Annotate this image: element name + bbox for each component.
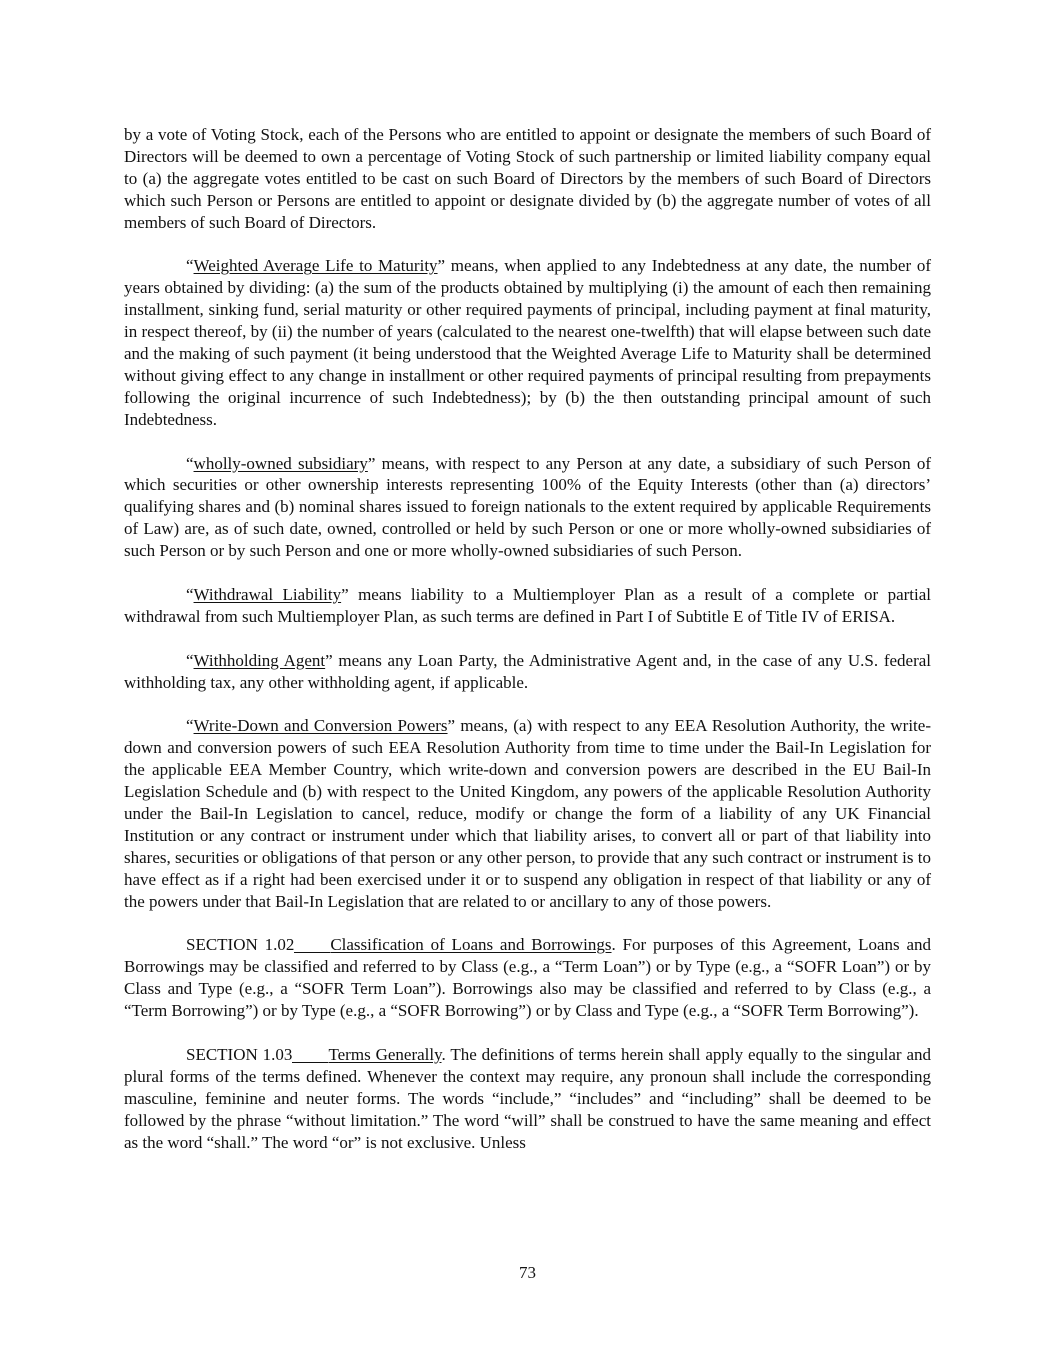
definition-text: ” means, with respect to any Person at any date, a subsidiary of such Person of which securities or other ownership interests representing 100% of the Equity Interests (other than (a) directors’ qualifying shares and (b) nominal shares issued to foreign nationals to the extent required by applicable Requirements of Law) are, as of such date, owned, controlled or held by such Person or one or more wholly-owned subsidiaries of such Person or by such Person and one or more wholly-owned subsidiaries of such Person. — [124, 453, 932, 561]
page-number: 73 — [519, 1263, 536, 1282]
definition-weighted-average-life — [124, 255, 931, 430]
section-heading-period: . — [441, 1044, 446, 1064]
definition-text: ” means any Loan Party, the Administrative Agent and, in the case of any U.S. federal withholding tax, any other withholding agent, if applicable. — [124, 650, 931, 692]
document-page — [124, 124, 931, 1175]
definition-withdrawal-liability — [124, 584, 931, 628]
definition-text: ” means, when applied to any Indebtedness at any date, the number of years obtained by dividing: (a) the sum of the products obtained by multiplying (i) the amount of each then remaining installment, sinking fund, serial maturity or other required payments of principal, including payment at final maturity, in respect thereof, by (ii) the number of years (calculated to the nearest one-twelfth) that will elapse between such date and the making of such payment (it being understood that the Weighted Average Life to Maturity shall be determined without giving effect to any change in installment or other required payments of principal resulting from prepayments following the original incurrence of such Indebtedness); by (b) the then outstanding principal amount of such Indebtedness. — [124, 256, 932, 429]
section-text: The definitions of terms herein shall apply equally to the singular and plural forms of the terms defined. Whenever the context may require, any pronoun shall include the corresponding masculine, feminine and neuter forms. The words “include,” “includes” and “including” shall be deemed to be followed by the phrase “without limitation.” The word “will” shall be construed to have the same meaning and effect as the word “shall.” The word “or” is not exclusive. Unless — [124, 1044, 931, 1152]
definition-write-down-conversion-powers — [124, 715, 931, 912]
defined-term: Withdrawal Liability — [193, 584, 342, 604]
definition-text: ” means, (a) with respect to any EEA Resolution Authority, the write-down and conversion powers of such EEA Resolution Authority from time to time under the Bail-In Legislation for the applicable EEA Member Country, which write-down and conversion powers are described in the EU Bail-In Legislation Schedule and (b) with respect to the United Kingdom, any powers of the applicable Resolution Authority under the Bail-In Legislation to cancel, reduce, modify or change the form of a liability of any UK Financial Institution or any contract or instrument under which that liability arises, to convert all or part of that liability into shares, securities or obligations of that person or any other person, to provide that any such contract or instrument is to have effect as if a right had been exercised under it or to suspend any obligation in respect of that liability or any of the powers under that Bail-In Legislation that are related to or ancillary to any of those powers. — [124, 716, 931, 911]
definition-withholding-agent — [124, 650, 931, 694]
defined-term: Write-Down and Conversion Powers — [193, 716, 448, 736]
open-quote: “ — [186, 584, 194, 604]
section-tab-underline — [294, 935, 330, 953]
section-heading: Terms Generally — [328, 1044, 442, 1064]
open-quote: “ — [186, 716, 194, 736]
open-quote: “ — [186, 650, 194, 670]
open-quote: “ — [186, 256, 194, 276]
open-quote: “ — [186, 453, 194, 473]
definition-wholly-owned-subsidiary — [124, 453, 931, 563]
section-heading: Classification of Loans and Borrowings — [330, 935, 612, 955]
section-text: For purposes of this Agreement, Loans and Borrowings may be classified and referred to by Class (e.g., a “Term Loan”) or by Type (e.g., a “SOFR Loan”) or by Class and Type (e.g., a “SOFR Term Loan”). Borrowings also may be classified and referred to by Class (e.g., a “Term Borrowing”) or by Type (e.g., a “SOFR Borrowing”) or by Class and Type (e.g., a “SOFR Term Borrowing”). — [124, 935, 932, 1021]
section-1-02 — [124, 934, 931, 1022]
section-tab-underline — [292, 1045, 328, 1063]
defined-term: Withholding Agent — [193, 650, 326, 670]
section-number: SECTION 1.02 — [186, 935, 295, 955]
section-number: SECTION 1.03 — [186, 1044, 293, 1064]
definition-text: ” means liability to a Multiemployer Plan as a result of a complete or partial withdrawal from such Multiemployer Plan, as such terms are defined in Part I of Subtitle E of Title IV of ERISA. — [124, 584, 932, 626]
defined-term: wholly-owned subsidiary — [193, 453, 368, 473]
section-heading-period: . — [611, 935, 616, 955]
section-1-03 — [124, 1044, 931, 1154]
paragraph-voting-stock-continued: by a vote of Voting Stock, each of the Persons who are entitled to appoint or designate the members of such Board of Directors will be deemed to own a percentage of Voting Stock of such partnership or limited liability company equal to (a) the aggregate votes entitled to be cast on such Board of Directors by the members of such Board of Directors which such Person or Persons are entitled to appoint or designate divided by (b) the aggregate number of votes of all members of such Board of Directors. — [124, 125, 931, 232]
defined-term: Weighted Average Life to Maturity — [193, 256, 438, 276]
